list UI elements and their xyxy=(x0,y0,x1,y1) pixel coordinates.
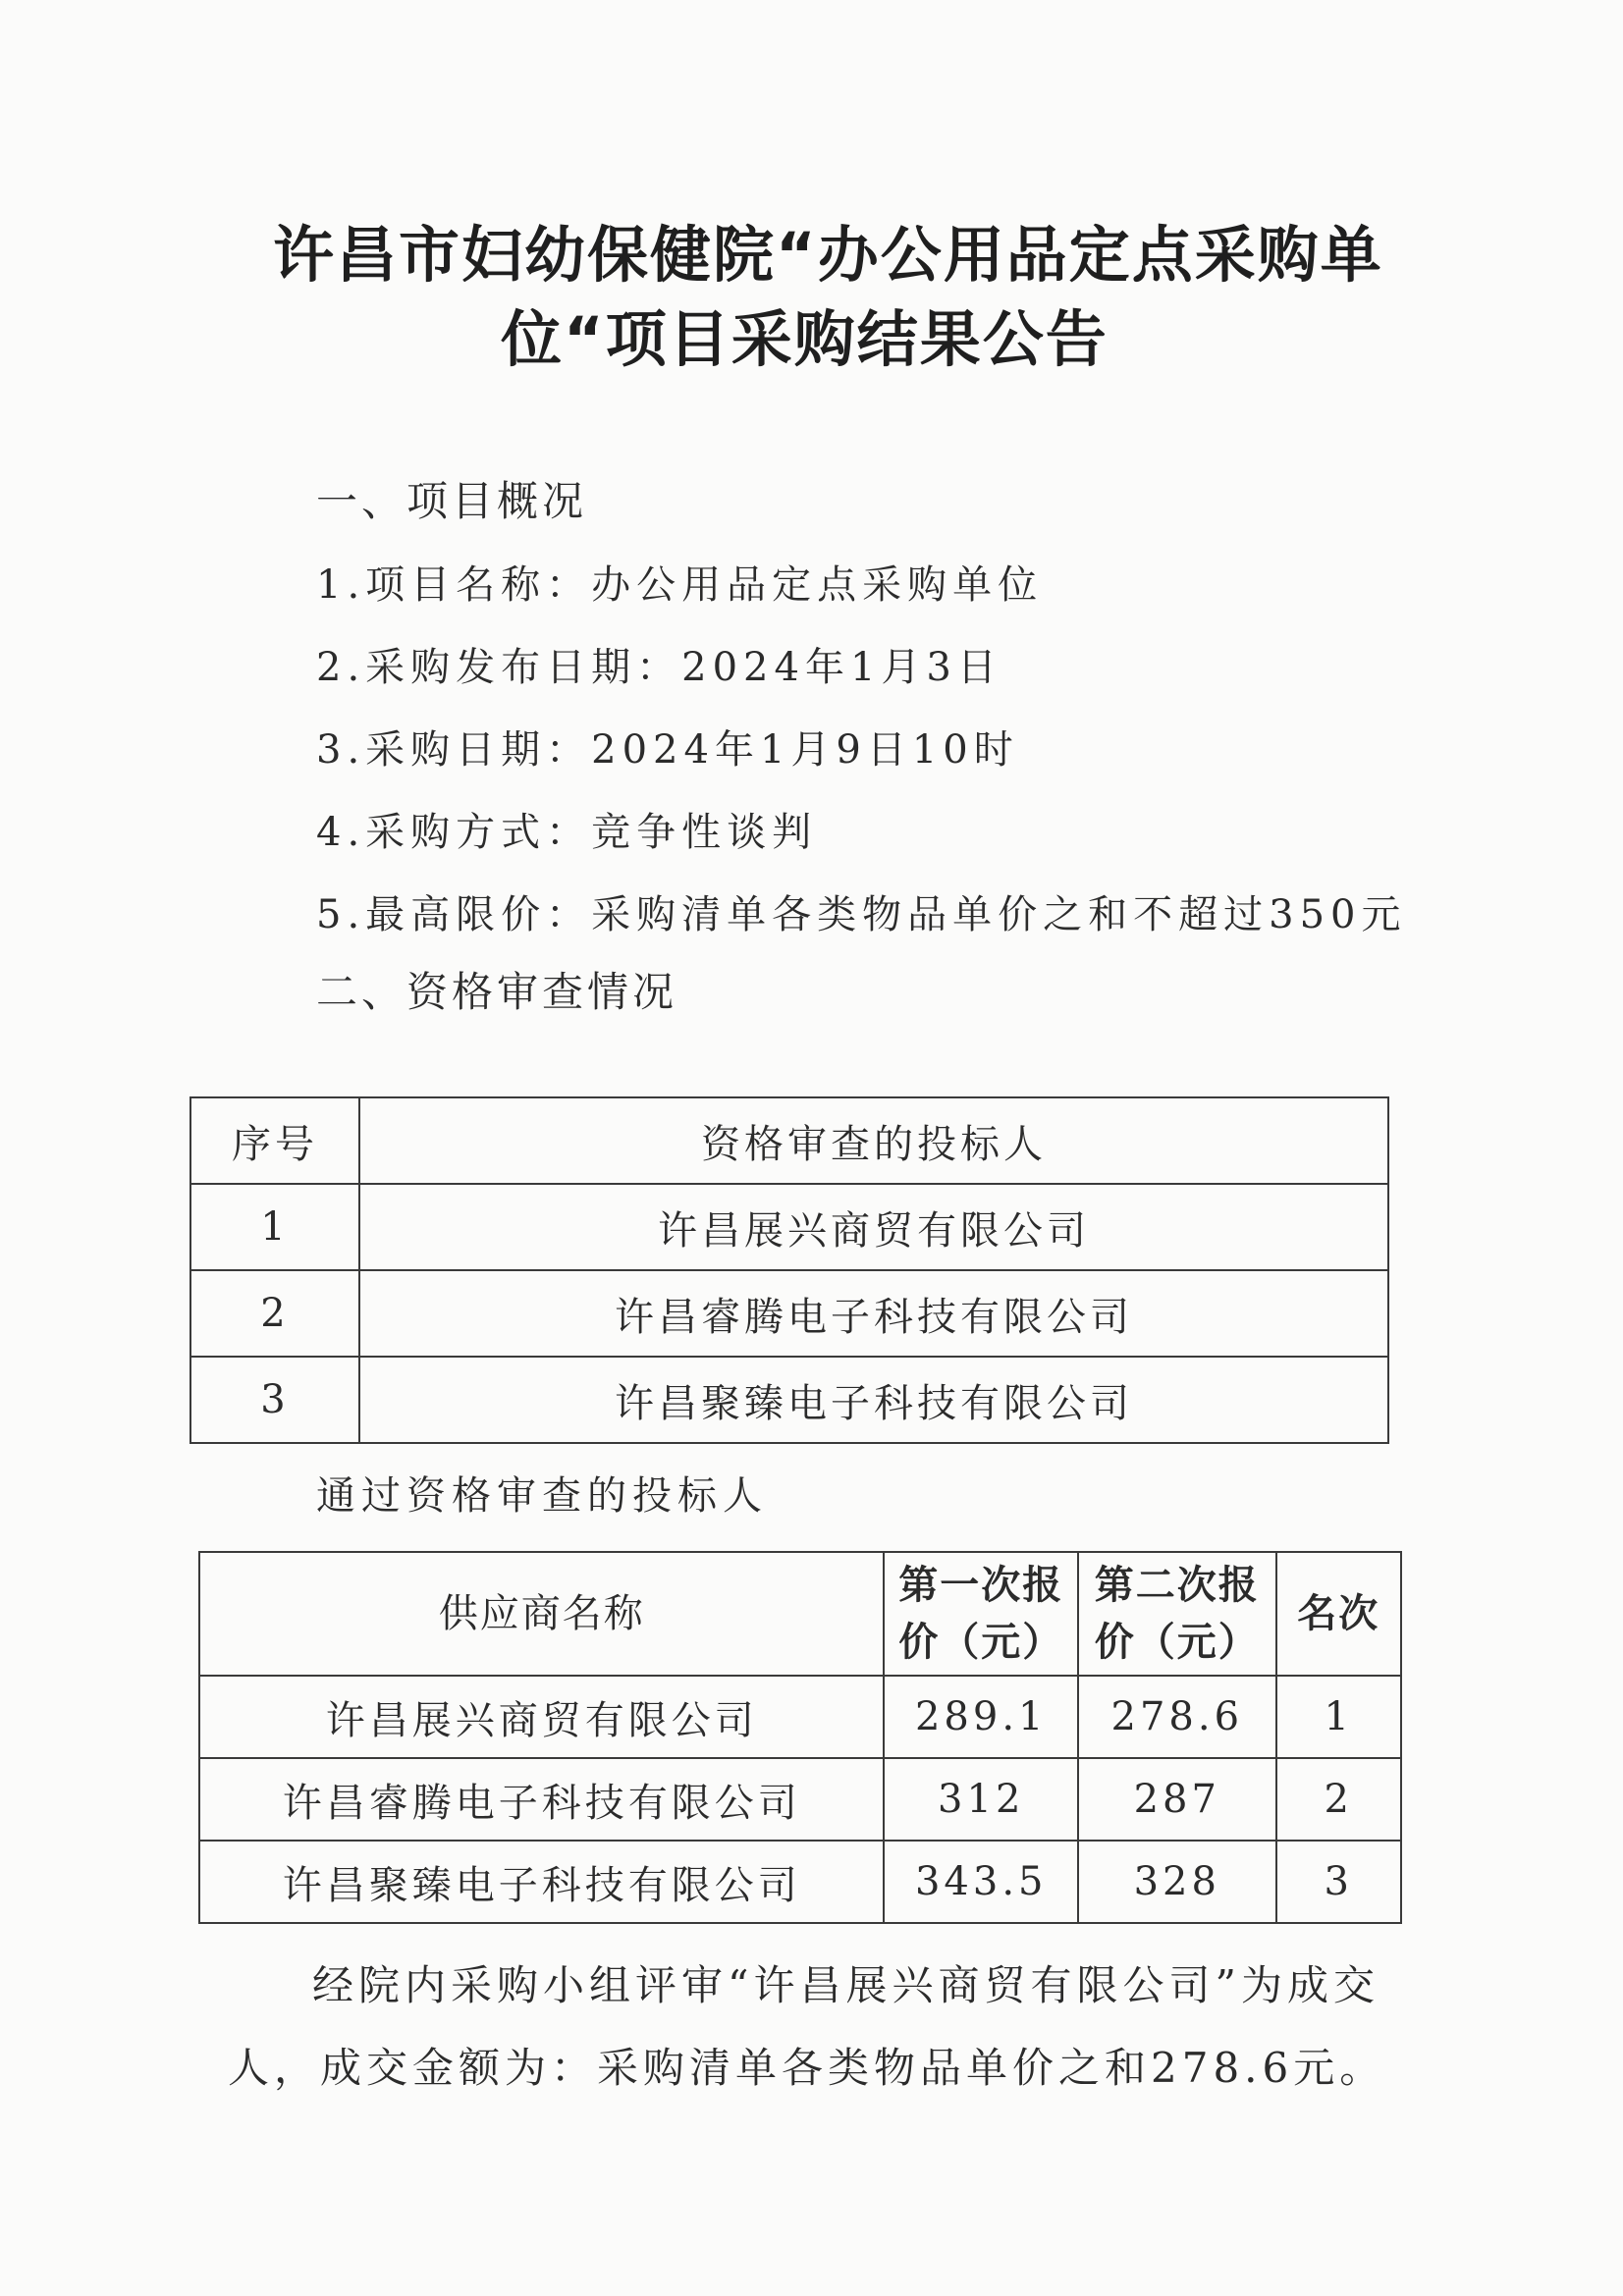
table-row xyxy=(190,1270,1388,1357)
cell-bidder: 许昌睿腾电子科技有限公司 xyxy=(359,1270,1388,1357)
conclusion-line-2: 人，成交金额为：采购清单各类物品单价之和278.6元。 xyxy=(228,2044,1386,2092)
item-purchase-method: 4.采购方式：竞争性谈判 xyxy=(316,810,818,855)
item-price-limit: 5.最高限价：采购清单各类物品单价之和不超过350元 xyxy=(316,892,1407,937)
passed-bidders-label: 通过资格审查的投标人 xyxy=(316,1473,768,1519)
header-second-quote xyxy=(1078,1552,1276,1676)
section2-heading: 二、资格审查情况 xyxy=(316,968,678,1016)
table-header-row xyxy=(199,1552,1401,1676)
header-seq: 序号 xyxy=(190,1097,359,1184)
header-second-quote-line2: 价（元） xyxy=(1094,1620,1260,1665)
cell-bidder: 许昌展兴商贸有限公司 xyxy=(359,1184,1388,1270)
item-publish-date: 2.采购发布日期：2024年1月3日 xyxy=(316,645,1002,690)
header-first-quote-line2: 价（元） xyxy=(898,1620,1064,1665)
cell-supplier: 许昌聚臻电子科技有限公司 xyxy=(199,1841,884,1923)
header-second-quote-line1: 第二次报 xyxy=(1094,1563,1260,1608)
cell-bidder: 许昌聚臻电子科技有限公司 xyxy=(359,1357,1388,1443)
cell-rank: 1 xyxy=(1276,1676,1401,1758)
table-row xyxy=(190,1184,1388,1270)
header-rank: 名次 xyxy=(1276,1552,1401,1676)
cell-first-quote: 312 xyxy=(884,1758,1078,1841)
qualification-table xyxy=(189,1096,1389,1444)
table-row xyxy=(190,1357,1388,1443)
cell-first-quote: 289.1 xyxy=(884,1676,1078,1758)
table-row xyxy=(199,1758,1401,1841)
conclusion-line-1: 经院内采购小组评审“许昌展兴商贸有限公司”为成交 xyxy=(312,1961,1380,2009)
table-row xyxy=(199,1676,1401,1758)
title-line-2: 位“项目采购结果公告 xyxy=(501,303,1109,375)
table-row xyxy=(199,1841,1401,1923)
header-first-quote xyxy=(884,1552,1078,1676)
table-header-row xyxy=(190,1097,1388,1184)
cell-rank: 3 xyxy=(1276,1841,1401,1923)
header-first-quote-line1: 第一次报 xyxy=(898,1563,1064,1608)
cell-rank: 2 xyxy=(1276,1758,1401,1841)
cell-first-quote: 343.5 xyxy=(884,1841,1078,1923)
cell-seq: 3 xyxy=(190,1357,359,1443)
cell-second-quote: 287 xyxy=(1078,1758,1276,1841)
cell-seq: 2 xyxy=(190,1270,359,1357)
section1-heading: 一、项目概况 xyxy=(316,477,588,525)
price-table xyxy=(198,1551,1402,1924)
item-purchase-date: 3.采购日期：2024年1月9日10时 xyxy=(316,727,1019,773)
cell-seq: 1 xyxy=(190,1184,359,1270)
header-supplier-name: 供应商名称 xyxy=(199,1552,884,1676)
cell-supplier: 许昌睿腾电子科技有限公司 xyxy=(199,1758,884,1841)
cell-supplier: 许昌展兴商贸有限公司 xyxy=(199,1676,884,1758)
header-bidder: 资格审查的投标人 xyxy=(359,1097,1388,1184)
item-project-name: 1.项目名称：办公用品定点采购单位 xyxy=(316,562,1044,608)
cell-second-quote: 328 xyxy=(1078,1841,1276,1923)
cell-second-quote: 278.6 xyxy=(1078,1676,1276,1758)
title-line-1: 许昌市妇幼保健院“办公用品定点采购单 xyxy=(273,219,1383,291)
